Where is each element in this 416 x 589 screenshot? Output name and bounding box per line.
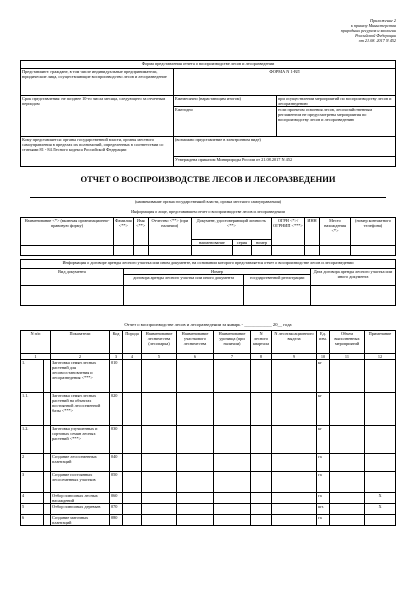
- recipient-cell: Кому представляется: органы государственной власти, органы местного самоуправления в пределах их полномочий, определенных в соответствии со статьями 81 - 84 Лесного кодекса Российской Федерации: [21, 137, 174, 167]
- person-table: [20, 217, 396, 256]
- row-input-cell[interactable]: [142, 472, 177, 493]
- table-row: [21, 360, 396, 393]
- row-input-cell[interactable]: [142, 393, 177, 426]
- column-number: 10: [317, 354, 330, 360]
- person-header: Имя <**>: [133, 218, 148, 246]
- row-input-cell[interactable]: [251, 515, 272, 526]
- doc-subheader: номер: [251, 240, 271, 246]
- row-code: 020: [110, 393, 123, 426]
- row-input-cell[interactable]: [272, 426, 317, 454]
- row-unit: кг: [317, 360, 330, 393]
- row-number-pad: [43, 393, 50, 426]
- monthly-cell: Ежемесячно (нарастающим итогом): [174, 96, 277, 107]
- row-number: 5: [21, 504, 44, 515]
- row-input-cell[interactable]: [123, 393, 142, 426]
- person-header: ОГРН <*>/ОГРНИП <***>: [272, 218, 305, 246]
- row-input-cell[interactable]: [142, 454, 177, 472]
- table-row: [21, 493, 396, 504]
- contract-cell[interactable]: [124, 286, 244, 306]
- row-input-cell[interactable]: [214, 360, 251, 393]
- row-volume-cell[interactable]: [330, 515, 365, 526]
- table-row: [21, 393, 396, 426]
- row-note: X: [365, 493, 396, 504]
- row-volume-cell[interactable]: [330, 360, 365, 393]
- row-unit: шт.: [317, 504, 330, 515]
- person-header: Документ, удостоверяющий личность <**>: [191, 218, 271, 240]
- person-cell[interactable]: [351, 246, 396, 256]
- column-number: 9: [272, 354, 317, 360]
- person-header: ИНН: [305, 218, 320, 246]
- yearly-cell: Ежегодно: [174, 107, 277, 137]
- doc-subheader: наименование: [191, 240, 232, 246]
- row-input-cell[interactable]: [251, 393, 272, 426]
- row-volume-cell[interactable]: [330, 454, 365, 472]
- row-input-cell[interactable]: [251, 454, 272, 472]
- row-code: 050: [110, 472, 123, 493]
- row-input-cell[interactable]: [177, 393, 214, 426]
- row-input-cell[interactable]: [272, 472, 317, 493]
- row-label: Отбор плюсовых лесных насаждений: [51, 493, 110, 504]
- row-number: 6: [21, 515, 44, 526]
- row-input-cell[interactable]: [123, 515, 142, 526]
- contract-cell[interactable]: [244, 286, 311, 306]
- contract-state-reg-header: государственной регистрации: [244, 275, 311, 286]
- row-label: Заготовка улучшенных и сортовых семян лесных растений <***>: [51, 426, 110, 454]
- row-number-pad: [43, 472, 50, 493]
- row-number: 3: [21, 472, 44, 493]
- row-input-cell[interactable]: [177, 472, 214, 493]
- person-cell[interactable]: [191, 246, 232, 256]
- appendix-note: [341, 18, 396, 43]
- form-header-table: [20, 60, 396, 167]
- row-input-cell[interactable]: [251, 493, 272, 504]
- row-input-cell[interactable]: [177, 454, 214, 472]
- form-title: Форма представления отчета о воспроизводстве лесов и лесоразведении: [21, 61, 396, 69]
- row-input-cell[interactable]: [142, 426, 177, 454]
- submitters-cell: Представляют: граждане, в том числе индивидуальные предприниматели, юридические лица, осуществляющие воспроизводство лесов и лесоразведение: [21, 69, 174, 96]
- row-input-cell[interactable]: [272, 515, 317, 526]
- doc-subheader: серия: [232, 240, 251, 246]
- row-input-cell[interactable]: [123, 504, 142, 515]
- main-header: Порода: [123, 331, 142, 354]
- person-header: Место нахождения <*>: [320, 218, 351, 246]
- approved-cell: Утверждена приказом Минприроды России от 21.08.2017 N 452: [174, 157, 396, 167]
- person-cell[interactable]: [148, 246, 191, 256]
- contract-table: [20, 259, 396, 306]
- row-volume-cell[interactable]: [330, 493, 365, 504]
- contract-date-header: Дата договора аренды лесного участка или иного документа: [311, 269, 396, 286]
- row-input-cell[interactable]: [214, 493, 251, 504]
- column-number: 3: [110, 354, 123, 360]
- form-number-text: ФОРМА N 1-ВЛ: [269, 69, 300, 74]
- row-input-cell[interactable]: [272, 360, 317, 393]
- main-header: N п/п: [21, 331, 51, 354]
- row-input-cell[interactable]: [142, 515, 177, 526]
- row-label: Отбор плюсовых деревьев: [51, 504, 110, 515]
- person-cell[interactable]: [251, 246, 271, 256]
- row-input-cell[interactable]: [123, 472, 142, 493]
- row-unit: кг: [317, 393, 330, 426]
- row-input-cell[interactable]: [272, 393, 317, 426]
- row-unit: га: [317, 515, 330, 526]
- main-header: Ед. изм.: [317, 331, 330, 354]
- row-number-pad: [43, 454, 50, 472]
- appendix-line: Приложение 2: [370, 18, 396, 23]
- person-cell[interactable]: [232, 246, 251, 256]
- appendix-line: Российской Федерации: [355, 33, 396, 38]
- row-code: 060: [110, 493, 123, 504]
- appendix-line: от 21.08. 2017 N 452: [358, 38, 396, 43]
- row-input-cell[interactable]: [177, 360, 214, 393]
- person-cell[interactable]: [320, 246, 351, 256]
- row-input-cell[interactable]: [177, 493, 214, 504]
- row-unit: га: [317, 493, 330, 504]
- row-input-cell[interactable]: [214, 472, 251, 493]
- row-unit: га: [317, 472, 330, 493]
- authority-line[interactable]: [30, 191, 386, 198]
- contract-lease-header: договора аренды лесного участка или иного документа: [124, 275, 244, 286]
- table-row: [21, 454, 396, 472]
- column-number: 6: [177, 354, 214, 360]
- row-volume-cell[interactable]: [330, 472, 365, 493]
- row-note: [365, 426, 396, 454]
- person-cell[interactable]: [114, 246, 134, 256]
- column-number: 4: [123, 354, 142, 360]
- row-number: 1.: [21, 360, 44, 393]
- row-input-cell[interactable]: [251, 472, 272, 493]
- row-number: 1.1.: [21, 393, 44, 426]
- row-label: Создание лесосеменных плантаций: [51, 454, 110, 472]
- row-code: 070: [110, 504, 123, 515]
- person-info-caption: Информация о лице, представившем отчет о воспроизводстве лесов и лесоразведении: [131, 209, 285, 214]
- row-input-cell[interactable]: [177, 504, 214, 515]
- column-number: 11: [330, 354, 365, 360]
- row-input-cell[interactable]: [214, 454, 251, 472]
- appendix-line: к приказу Министерства: [350, 23, 396, 28]
- row-note: [365, 454, 396, 472]
- row-label: Создание постоянных лесосеменных участков: [51, 472, 110, 493]
- row-label: Заготовка семян лесных растений для лесовосстановления и лесоразведения <***>: [51, 360, 110, 393]
- row-number: 2: [21, 454, 44, 472]
- main-header: Показатели: [51, 331, 110, 354]
- column-number: 2: [51, 354, 110, 360]
- person-cell[interactable]: [133, 246, 148, 256]
- row-input-cell[interactable]: [214, 504, 251, 515]
- row-input-cell[interactable]: [214, 393, 251, 426]
- row-note: [365, 393, 396, 426]
- row-code: 040: [110, 454, 123, 472]
- contract-caption: Информация о договоре аренды лесного участка или ином документе, на основании которого представляется отчет о воспроизводстве лесов и лесоразведении: [21, 260, 396, 269]
- row-number-pad: [43, 493, 50, 504]
- row-input-cell[interactable]: [214, 515, 251, 526]
- person-header: (номер контактного телефона): [351, 218, 396, 246]
- contract-number-header: Номер: [124, 269, 311, 275]
- row-unit: кг: [317, 426, 330, 454]
- column-number: 1: [21, 354, 51, 360]
- yearly-note: если проектом освоения лесов, лесохозяйственным регламентом не предусмотрены мероприятия по воспроизводству лесов и лесоразведению: [277, 107, 396, 137]
- row-input-cell[interactable]: [142, 360, 177, 393]
- row-unit: га: [317, 454, 330, 472]
- row-code: 080: [110, 515, 123, 526]
- main-header: Наименование лесничества (лесопарка): [142, 331, 177, 354]
- main-header: N лесного квартала: [251, 331, 272, 354]
- row-note: [365, 472, 396, 493]
- row-label: Заготовка семян лесных растений на объектах постоянной лесосеменной базы <***>: [51, 393, 110, 426]
- electronic-cell: (возможно представление в электронном виде): [174, 137, 396, 157]
- contract-cell[interactable]: [311, 286, 396, 306]
- authority-caption: (наименование органа государственной власти, органа местного самоуправления): [134, 199, 282, 204]
- row-input-cell[interactable]: [123, 426, 142, 454]
- monthly-note: при осуществлении мероприятий по воспроизводству лесов и лесоразведению: [277, 96, 396, 107]
- row-input-cell[interactable]: [177, 426, 214, 454]
- column-number: 5: [142, 354, 177, 360]
- main-table: [20, 330, 396, 526]
- row-input-cell[interactable]: [177, 515, 214, 526]
- row-number-pad: [43, 426, 50, 454]
- row-input-cell[interactable]: [272, 454, 317, 472]
- period-line: Отчет о воспроизводстве лесов и лесоразведении за январь - ____________ 20__ года: [124, 322, 292, 327]
- row-input-cell[interactable]: [251, 360, 272, 393]
- main-header: Наименование урочища (при наличии): [214, 331, 251, 354]
- contract-cell[interactable]: [21, 286, 124, 306]
- main-header: Наименование участкового лесничества: [177, 331, 214, 354]
- row-input-cell[interactable]: [123, 493, 142, 504]
- column-number: 8: [251, 354, 272, 360]
- person-cell[interactable]: [305, 246, 320, 256]
- table-row: [21, 515, 396, 526]
- person-cell[interactable]: [272, 246, 305, 256]
- person-cell[interactable]: [21, 246, 114, 256]
- row-input-cell[interactable]: [272, 493, 317, 504]
- row-note: [365, 360, 396, 393]
- row-number-pad: [43, 360, 50, 393]
- row-input-cell[interactable]: [142, 493, 177, 504]
- row-code: 010: [110, 360, 123, 393]
- row-note: [365, 515, 396, 526]
- row-input-cell[interactable]: [123, 454, 142, 472]
- form-number: [174, 69, 396, 96]
- row-input-cell[interactable]: [142, 504, 177, 515]
- row-note: X: [365, 504, 396, 515]
- row-number-pad: [43, 504, 50, 515]
- person-header: Наименование <*> (включая организационно-правовую форму): [21, 218, 114, 246]
- row-input-cell[interactable]: [123, 360, 142, 393]
- table-row: [21, 426, 396, 454]
- row-number: 4: [21, 493, 44, 504]
- main-header: N лесотаксационного выдела: [272, 331, 317, 354]
- row-code: 030: [110, 426, 123, 454]
- main-header: Объем выполненных мероприятий: [330, 331, 365, 354]
- main-header: Код: [110, 331, 123, 354]
- table-row: [21, 472, 396, 493]
- row-label: Создание маточных плантаций: [51, 515, 110, 526]
- row-number: 1.2.: [21, 426, 44, 454]
- person-header: Отчество <**> (при наличии): [148, 218, 191, 246]
- row-volume-cell[interactable]: [330, 393, 365, 426]
- row-input-cell[interactable]: [214, 426, 251, 454]
- row-volume-cell[interactable]: [330, 426, 365, 454]
- deadline-cell: Срок представления: не позднее 10-го числа месяца, следующего за отчетным периодом: [21, 96, 174, 137]
- column-number: 7: [214, 354, 251, 360]
- column-number: 12: [365, 354, 396, 360]
- main-header: Примечание: [365, 331, 396, 354]
- row-input-cell[interactable]: [272, 504, 317, 515]
- row-volume-cell[interactable]: [330, 504, 365, 515]
- row-number-pad: [43, 515, 50, 526]
- report-title: ОТЧЕТ О ВОСПРОИЗВОДСТВЕ ЛЕСОВ И ЛЕСОРАЗВЕДЕНИИ: [80, 174, 336, 184]
- table-row: [21, 504, 396, 515]
- row-input-cell[interactable]: [251, 504, 272, 515]
- appendix-line: природных ресурсов и экологии: [340, 28, 396, 33]
- person-header: Фамилия <**>: [114, 218, 134, 246]
- contract-type-header: Вид документа: [21, 269, 124, 286]
- row-input-cell[interactable]: [251, 426, 272, 454]
